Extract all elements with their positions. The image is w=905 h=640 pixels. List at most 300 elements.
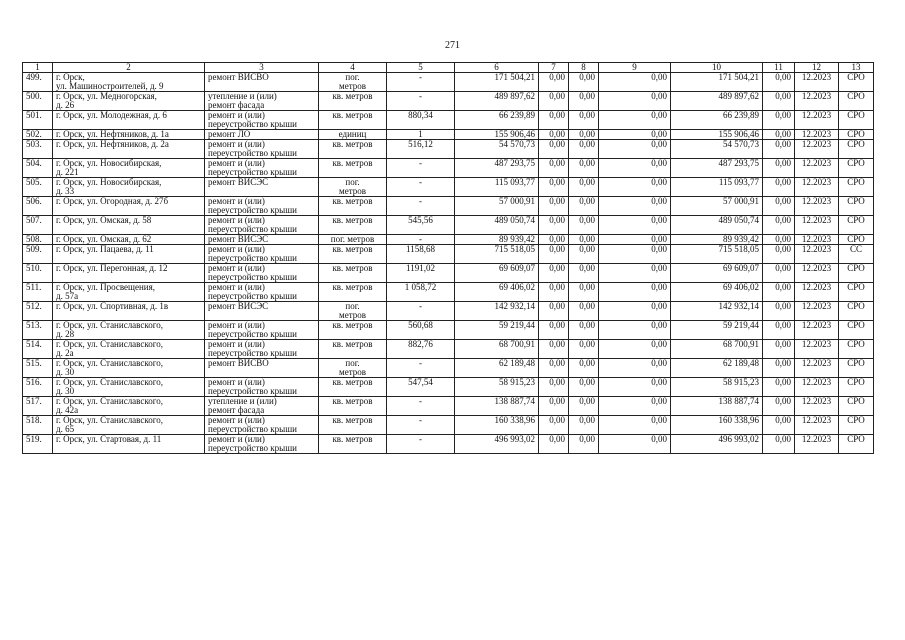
col11-cell: 0,00 <box>763 283 795 302</box>
regional-fund-cell: 66 239,89 <box>671 111 763 130</box>
unit-cell-line: кв. метров <box>332 139 373 149</box>
unit-cell-line: метров <box>339 310 366 320</box>
address-cell-line: г. Орск, ул. Омская, д. 62 <box>56 234 152 244</box>
address-cell-line: д. 28 <box>56 329 75 339</box>
col9-cell: 0,00 <box>599 73 671 92</box>
address-cell-line: г. Орск, <box>56 72 85 82</box>
col7-cell: 0,00 <box>539 159 569 178</box>
work-type-cell <box>205 235 319 245</box>
work-type-cell-line: ремонт ВИСВО <box>208 358 269 368</box>
row-number: 500. <box>23 92 53 111</box>
regional-fund-cell: 715 518,05 <box>671 245 763 264</box>
table-row <box>23 245 874 264</box>
unit-cell-line: кв. метров <box>332 377 373 387</box>
deadline-cell: 12.2023 <box>795 321 839 340</box>
quantity-cell: - <box>387 178 455 197</box>
address-cell-line: г. Орск, ул. Нефтяников, д. 1а <box>56 129 169 139</box>
regional-fund-cell: 68 700,91 <box>671 340 763 359</box>
work-type-cell <box>205 216 319 235</box>
work-type-cell-line: переустройство крыши <box>208 424 297 434</box>
address-cell-line: г. Орск, ул. Нефтяников, д. 2а <box>56 139 169 149</box>
address-cell-line: г. Орск, ул. Новосибирская, <box>56 177 162 187</box>
table-row <box>23 178 874 197</box>
work-type-cell <box>205 378 319 397</box>
address-cell-line: г. Орск, ул. Стартовая, д. 11 <box>56 434 162 444</box>
col8-cell: 0,00 <box>569 216 599 235</box>
work-type-cell-line: ремонт и (или) <box>208 110 265 120</box>
data-table <box>22 62 874 454</box>
col11-cell: 0,00 <box>763 416 795 435</box>
work-type-cell-line: ремонт ВИСЭС <box>208 301 269 311</box>
col11-cell: 0,00 <box>763 235 795 245</box>
work-type-cell-line: ремонт ЛО <box>208 129 251 139</box>
col11-cell: 0,00 <box>763 340 795 359</box>
unit-cell-line: метров <box>339 186 366 196</box>
total-cost-cell: 155 906,46 <box>455 130 539 140</box>
address-cell <box>53 140 205 159</box>
table-row <box>23 197 874 216</box>
row-number: 504. <box>23 159 53 178</box>
regional-fund-cell: 171 504,21 <box>671 73 763 92</box>
table-row <box>23 378 874 397</box>
col9-cell: 0,00 <box>599 197 671 216</box>
unit-cell <box>319 111 387 130</box>
quantity-cell: 560,68 <box>387 321 455 340</box>
work-type-cell-line: переустройство крыши <box>208 253 297 263</box>
work-type-cell-line: ремонт ВИСЭС <box>208 177 269 187</box>
table-row <box>23 130 874 140</box>
unit-cell-line: кв. метров <box>332 91 373 101</box>
row-number: 502. <box>23 130 53 140</box>
col9-cell: 0,00 <box>599 235 671 245</box>
col-header: 7 <box>539 63 569 73</box>
col7-cell: 0,00 <box>539 235 569 245</box>
unit-cell <box>319 140 387 159</box>
row-number: 507. <box>23 216 53 235</box>
unit-cell <box>319 245 387 264</box>
unit-cell-line: пог. <box>345 358 360 368</box>
col8-cell: 0,00 <box>569 321 599 340</box>
address-cell-line: г. Орск, ул. Перегонная, д. 12 <box>56 263 168 273</box>
unit-cell <box>319 283 387 302</box>
total-cost-cell: 69 406,02 <box>455 283 539 302</box>
quantity-cell: 545,56 <box>387 216 455 235</box>
address-cell-line: д. 2а <box>56 348 74 358</box>
row-number: 499. <box>23 73 53 92</box>
row-number: 516. <box>23 378 53 397</box>
regional-fund-cell: 489 897,62 <box>671 92 763 111</box>
quantity-cell: 1191,02 <box>387 264 455 283</box>
total-cost-cell: 89 939,42 <box>455 235 539 245</box>
work-type-cell <box>205 111 319 130</box>
col8-cell: 0,00 <box>569 92 599 111</box>
address-cell <box>53 73 205 92</box>
address-cell <box>53 235 205 245</box>
deadline-cell: 12.2023 <box>795 111 839 130</box>
unit-cell-line: кв. метров <box>332 263 373 273</box>
unit-cell-line: кв. метров <box>332 244 373 254</box>
work-type-cell-line: переустройство крыши <box>208 348 297 358</box>
unit-cell-line: пог. <box>345 301 360 311</box>
unit-cell-line: метров <box>339 367 366 377</box>
work-type-cell-line: ремонт и (или) <box>208 139 265 149</box>
work-type-cell-line: переустройство крыши <box>208 291 297 301</box>
deadline-cell: 12.2023 <box>795 73 839 92</box>
address-cell <box>53 397 205 416</box>
col11-cell: 0,00 <box>763 111 795 130</box>
work-type-cell-line: ремонт и (или) <box>208 215 265 225</box>
col9-cell: 0,00 <box>599 397 671 416</box>
regional-fund-cell: 69 406,02 <box>671 283 763 302</box>
unit-cell-line: единиц <box>338 129 367 139</box>
address-cell-line: г. Орск, ул. Пацаева, д. 11 <box>56 244 154 254</box>
deadline-cell: 12.2023 <box>795 416 839 435</box>
row-number: 510. <box>23 264 53 283</box>
col7-cell: 0,00 <box>539 378 569 397</box>
row-number: 518. <box>23 416 53 435</box>
row-number: 501. <box>23 111 53 130</box>
col8-cell: 0,00 <box>569 197 599 216</box>
col9-cell: 0,00 <box>599 321 671 340</box>
col8-cell: 0,00 <box>569 302 599 321</box>
address-cell-line: ул. Машиностроителей, д. 9 <box>56 81 164 91</box>
address-cell-line: г. Орск, ул. Омская, д. 58 <box>56 215 152 225</box>
row-number: 513. <box>23 321 53 340</box>
total-cost-cell: 142 932,14 <box>455 302 539 321</box>
total-cost-cell: 489 897,62 <box>455 92 539 111</box>
table-row <box>23 416 874 435</box>
total-cost-cell: 66 239,89 <box>455 111 539 130</box>
work-type-cell-line: ремонт ВИСВО <box>208 72 269 82</box>
regional-fund-cell: 89 939,42 <box>671 235 763 245</box>
col7-cell: 0,00 <box>539 178 569 197</box>
row-number: 512. <box>23 302 53 321</box>
unit-cell-line: кв. метров <box>332 320 373 330</box>
col11-cell: 0,00 <box>763 130 795 140</box>
method-cell: СРО <box>839 264 874 283</box>
quantity-cell: - <box>387 159 455 178</box>
unit-cell <box>319 302 387 321</box>
work-type-cell <box>205 140 319 159</box>
col9-cell: 0,00 <box>599 92 671 111</box>
col8-cell: 0,00 <box>569 130 599 140</box>
col9-cell: 0,00 <box>599 178 671 197</box>
address-cell-line: г. Орск, ул. Новосибирская, <box>56 158 162 168</box>
unit-cell-line: пог. <box>345 72 360 82</box>
address-cell-line: г. Орск, ул. Станиславского, <box>56 339 163 349</box>
quantity-cell: - <box>387 359 455 378</box>
table-row <box>23 321 874 340</box>
col9-cell: 0,00 <box>599 264 671 283</box>
deadline-cell: 12.2023 <box>795 378 839 397</box>
total-cost-cell: 69 609,07 <box>455 264 539 283</box>
work-type-cell <box>205 416 319 435</box>
table-row <box>23 264 874 283</box>
col-header: 9 <box>599 63 671 73</box>
regional-fund-cell: 487 293,75 <box>671 159 763 178</box>
address-cell <box>53 216 205 235</box>
method-cell: СРО <box>839 416 874 435</box>
col8-cell: 0,00 <box>569 435 599 454</box>
method-cell: СРО <box>839 111 874 130</box>
address-cell <box>53 321 205 340</box>
unit-cell <box>319 159 387 178</box>
address-cell-line: г. Орск, ул. Огородная, д. 27б <box>56 196 169 206</box>
method-cell: СРО <box>839 435 874 454</box>
address-cell-line: г. Орск, ул. Просвещения, <box>56 282 155 292</box>
col7-cell: 0,00 <box>539 359 569 378</box>
work-type-cell <box>205 264 319 283</box>
address-cell-line: г. Орск, ул. Станиславского, <box>56 320 163 330</box>
regional-fund-cell: 142 932,14 <box>671 302 763 321</box>
regional-fund-cell: 69 609,07 <box>671 264 763 283</box>
address-cell-line: д. 26 <box>56 100 75 110</box>
work-type-cell <box>205 359 319 378</box>
total-cost-cell: 496 993,02 <box>455 435 539 454</box>
col11-cell: 0,00 <box>763 264 795 283</box>
work-type-cell-line: ремонт и (или) <box>208 339 265 349</box>
col11-cell: 0,00 <box>763 92 795 111</box>
quantity-cell: 1 <box>387 130 455 140</box>
deadline-cell: 12.2023 <box>795 359 839 378</box>
method-cell: СРО <box>839 397 874 416</box>
regional-fund-cell: 59 219,44 <box>671 321 763 340</box>
total-cost-cell: 171 504,21 <box>455 73 539 92</box>
col-header: 11 <box>763 63 795 73</box>
deadline-cell: 12.2023 <box>795 435 839 454</box>
table-row <box>23 397 874 416</box>
method-cell: СРО <box>839 197 874 216</box>
address-cell <box>53 340 205 359</box>
col7-cell: 0,00 <box>539 397 569 416</box>
address-cell <box>53 416 205 435</box>
address-cell-line: г. Орск, ул. Станиславского, <box>56 396 163 406</box>
regional-fund-cell: 62 189,48 <box>671 359 763 378</box>
col7-cell: 0,00 <box>539 140 569 159</box>
address-cell-line: г. Орск, ул. Молодежная, д. 6 <box>56 110 167 120</box>
total-cost-cell: 489 050,74 <box>455 216 539 235</box>
unit-cell-line: кв. метров <box>332 339 373 349</box>
col9-cell: 0,00 <box>599 378 671 397</box>
address-cell-line: д. 30 <box>56 386 75 396</box>
work-type-cell-line: ремонт и (или) <box>208 196 265 206</box>
col-header: 10 <box>671 63 763 73</box>
col-header: 2 <box>53 63 205 73</box>
regional-fund-cell: 155 906,46 <box>671 130 763 140</box>
col-header: 6 <box>455 63 539 73</box>
work-type-cell-line: ремонт фасада <box>208 405 265 415</box>
col9-cell: 0,00 <box>599 130 671 140</box>
regional-fund-cell: 160 338,96 <box>671 416 763 435</box>
deadline-cell: 12.2023 <box>795 235 839 245</box>
col7-cell: 0,00 <box>539 216 569 235</box>
row-number: 503. <box>23 140 53 159</box>
col-header: 4 <box>319 63 387 73</box>
address-cell <box>53 302 205 321</box>
work-type-cell <box>205 178 319 197</box>
work-type-cell <box>205 302 319 321</box>
row-number: 509. <box>23 245 53 264</box>
col11-cell: 0,00 <box>763 178 795 197</box>
col9-cell: 0,00 <box>599 340 671 359</box>
col-header: 13 <box>839 63 874 73</box>
unit-cell-line: пог. метров <box>330 234 375 244</box>
work-type-cell-line: ремонт ВИСЭС <box>208 234 269 244</box>
address-cell <box>53 130 205 140</box>
work-type-cell-line: переустройство крыши <box>208 272 297 282</box>
work-type-cell-line: ремонт и (или) <box>208 158 265 168</box>
work-type-cell-line: ремонт и (или) <box>208 263 265 273</box>
address-cell <box>53 159 205 178</box>
work-type-cell <box>205 397 319 416</box>
col11-cell: 0,00 <box>763 378 795 397</box>
method-cell: СРО <box>839 235 874 245</box>
table-row <box>23 283 874 302</box>
deadline-cell: 12.2023 <box>795 302 839 321</box>
address-cell <box>53 111 205 130</box>
work-type-cell-line: переустройство крыши <box>208 329 297 339</box>
col11-cell: 0,00 <box>763 140 795 159</box>
method-cell: СРО <box>839 302 874 321</box>
work-type-cell-line: утепление и (или) <box>208 91 277 101</box>
method-cell: СРО <box>839 92 874 111</box>
quantity-cell: - <box>387 235 455 245</box>
work-type-cell <box>205 435 319 454</box>
col9-cell: 0,00 <box>599 302 671 321</box>
col8-cell: 0,00 <box>569 159 599 178</box>
address-cell <box>53 264 205 283</box>
row-number: 514. <box>23 340 53 359</box>
quantity-cell: - <box>387 397 455 416</box>
unit-cell <box>319 264 387 283</box>
deadline-cell: 12.2023 <box>795 216 839 235</box>
method-cell: СРО <box>839 178 874 197</box>
col7-cell: 0,00 <box>539 73 569 92</box>
col8-cell: 0,00 <box>569 397 599 416</box>
unit-cell <box>319 340 387 359</box>
regional-fund-cell: 57 000,91 <box>671 197 763 216</box>
unit-cell <box>319 235 387 245</box>
col7-cell: 0,00 <box>539 283 569 302</box>
col9-cell: 0,00 <box>599 159 671 178</box>
table-row <box>23 111 874 130</box>
deadline-cell: 12.2023 <box>795 92 839 111</box>
regional-fund-cell: 489 050,74 <box>671 216 763 235</box>
address-cell <box>53 283 205 302</box>
total-cost-cell: 59 219,44 <box>455 321 539 340</box>
quantity-cell: - <box>387 416 455 435</box>
work-type-cell-line: переустройство крыши <box>208 167 297 177</box>
address-cell <box>53 378 205 397</box>
address-cell-line: д. 30 <box>56 367 75 377</box>
unit-cell <box>319 359 387 378</box>
work-type-cell <box>205 245 319 264</box>
unit-cell-line: метров <box>339 81 366 91</box>
col8-cell: 0,00 <box>569 378 599 397</box>
address-cell-line: д. 42а <box>56 405 79 415</box>
total-cost-cell: 715 518,05 <box>455 245 539 264</box>
address-cell-line: д. 65 <box>56 424 75 434</box>
unit-cell <box>319 321 387 340</box>
row-number: 515. <box>23 359 53 378</box>
deadline-cell: 12.2023 <box>795 140 839 159</box>
row-number: 508. <box>23 235 53 245</box>
col8-cell: 0,00 <box>569 140 599 159</box>
col11-cell: 0,00 <box>763 159 795 178</box>
total-cost-cell: 68 700,91 <box>455 340 539 359</box>
col7-cell: 0,00 <box>539 416 569 435</box>
col7-cell: 0,00 <box>539 92 569 111</box>
method-cell: СРО <box>839 216 874 235</box>
address-cell-line: г. Орск, ул. Станиславского, <box>56 358 163 368</box>
regional-fund-cell: 138 887,74 <box>671 397 763 416</box>
unit-cell <box>319 397 387 416</box>
work-type-cell-line: ремонт и (или) <box>208 320 265 330</box>
deadline-cell: 12.2023 <box>795 197 839 216</box>
col8-cell: 0,00 <box>569 178 599 197</box>
table-row <box>23 340 874 359</box>
table-row <box>23 140 874 159</box>
deadline-cell: 12.2023 <box>795 264 839 283</box>
method-cell: СРО <box>839 159 874 178</box>
address-cell <box>53 245 205 264</box>
work-type-cell-line: ремонт и (или) <box>208 434 265 444</box>
unit-cell <box>319 73 387 92</box>
col7-cell: 0,00 <box>539 264 569 283</box>
col11-cell: 0,00 <box>763 302 795 321</box>
quantity-cell: 516,12 <box>387 140 455 159</box>
col11-cell: 0,00 <box>763 435 795 454</box>
deadline-cell: 12.2023 <box>795 130 839 140</box>
col-header: 3 <box>205 63 319 73</box>
method-cell: СРО <box>839 340 874 359</box>
page-number: 271 <box>445 40 460 51</box>
address-cell-line: д. 57а <box>56 291 79 301</box>
unit-cell-line: кв. метров <box>332 434 373 444</box>
total-cost-cell: 115 093,77 <box>455 178 539 197</box>
address-cell-line: г. Орск, ул. Станиславского, <box>56 415 163 425</box>
col8-cell: 0,00 <box>569 416 599 435</box>
total-cost-cell: 58 915,23 <box>455 378 539 397</box>
col11-cell: 0,00 <box>763 73 795 92</box>
table-row <box>23 235 874 245</box>
method-cell: СРО <box>839 283 874 302</box>
quantity-cell: - <box>387 435 455 454</box>
work-type-cell-line: переустройство крыши <box>208 119 297 129</box>
work-type-cell <box>205 321 319 340</box>
col7-cell: 0,00 <box>539 111 569 130</box>
method-cell: СРО <box>839 359 874 378</box>
quantity-cell: 1158,68 <box>387 245 455 264</box>
row-number: 517. <box>23 397 53 416</box>
row-number: 519. <box>23 435 53 454</box>
unit-cell-line: кв. метров <box>332 396 373 406</box>
col8-cell: 0,00 <box>569 264 599 283</box>
col-header: 5 <box>387 63 455 73</box>
address-cell <box>53 359 205 378</box>
col9-cell: 0,00 <box>599 283 671 302</box>
deadline-cell: 12.2023 <box>795 245 839 264</box>
col8-cell: 0,00 <box>569 111 599 130</box>
unit-cell-line: кв. метров <box>332 110 373 120</box>
quantity-cell: - <box>387 73 455 92</box>
work-type-cell <box>205 92 319 111</box>
work-type-cell-line: ремонт и (или) <box>208 282 265 292</box>
work-type-cell <box>205 197 319 216</box>
deadline-cell: 12.2023 <box>795 159 839 178</box>
unit-cell <box>319 197 387 216</box>
total-cost-cell: 54 570,73 <box>455 140 539 159</box>
